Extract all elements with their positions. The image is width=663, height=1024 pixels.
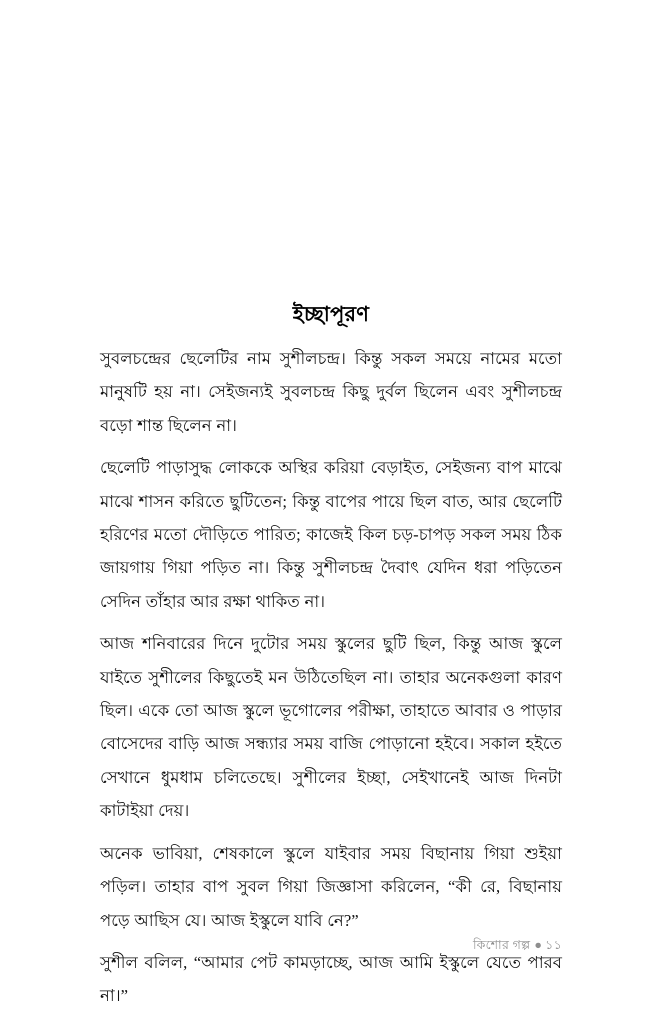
paragraph: সুশীল বলিল, “আমার পেট কামড়াচ্ছে, আজ আমি ইস্কুলে যেতে পারব না।”	[100, 952, 562, 1006]
footer-bullet-separator-icon: ●	[534, 938, 543, 952]
paragraph: ছেলেটি পাড়াসুদ্ধ লোককে অস্থির করিয়া বেড়াইত, সেইজন্য বাপ মাঝে মাঝে শাসন করিতে ছুটিতেন; কিন্তু বাপের পায়ে ছিল বাত, আর ছেলেটি হরিণের মতো দৌড়িতে পারিত; কাজেই কিল চড়-চাপড় সকল সময় ঠিক জায়গায় গিয়া পড়িত না। কিন্তু সুশীলচন্দ্র দৈবাৎ যেদিন ধরা পড়িতেন সেদিন তাঁহার আর রক্ষা থাকিত না।	[100, 458, 562, 611]
paragraph: আজ শনিবারের দিনে দুটোর সময় স্কুলের ছুটি ছিল, কিন্তু আজ স্কুলে যাইতে সুশীলের কিছুতেই মন উঠিতেছিল না। তাহার অনেকগুলা কারণ ছিল। একে তো আজ স্কুলে ভূগোলের পরীক্ষা, তাহাতে আবার ও পাড়ার বোসেদের বাড়ি আজ সন্ধ্যার সময় বাজি পোড়ানো হইবে। সকাল হইতে সেখানে ধুমধাম চলিতেছে। সুশীলের ইচ্ছা, সেইখানেই আজ দিনটা কাটাইয়া দেয়।	[100, 634, 562, 821]
page-top-margin	[0, 0, 663, 278]
page-title: ইচ্ছাপূরণ	[292, 302, 370, 327]
body-text-block	[100, 342, 562, 1013]
page-number: ১১	[545, 938, 562, 952]
paragraph: অনেক ভাবিয়া, শেষকালে স্কুলে যাইবার সময় বিছানায় গিয়া শুইয়া পড়িল। তাহার বাপ সুবল গিয়া জিজ্ঞাসা করিলেন, “কী রে, বিছানায় পড়ে আছিস যে। আজ ইস্কুলে যাবি নে?”	[100, 843, 562, 930]
footer-book-title: কিশোর গল্প	[473, 938, 531, 952]
page-bottom-margin	[0, 962, 663, 1024]
paragraph: সুবলচন্দ্রের ছেলেটির নাম সুশীলচন্দ্র। কিন্তু সকল সময়ে নামের মতো মানুষটি হয় না। সেইজন্যই সুবলচন্দ্র কিছু দুর্বল ছিলেন এবং সুশীলচন্দ্র বড়ো শান্ত ছিলেন না।	[100, 349, 562, 435]
page-footer	[100, 936, 562, 954]
